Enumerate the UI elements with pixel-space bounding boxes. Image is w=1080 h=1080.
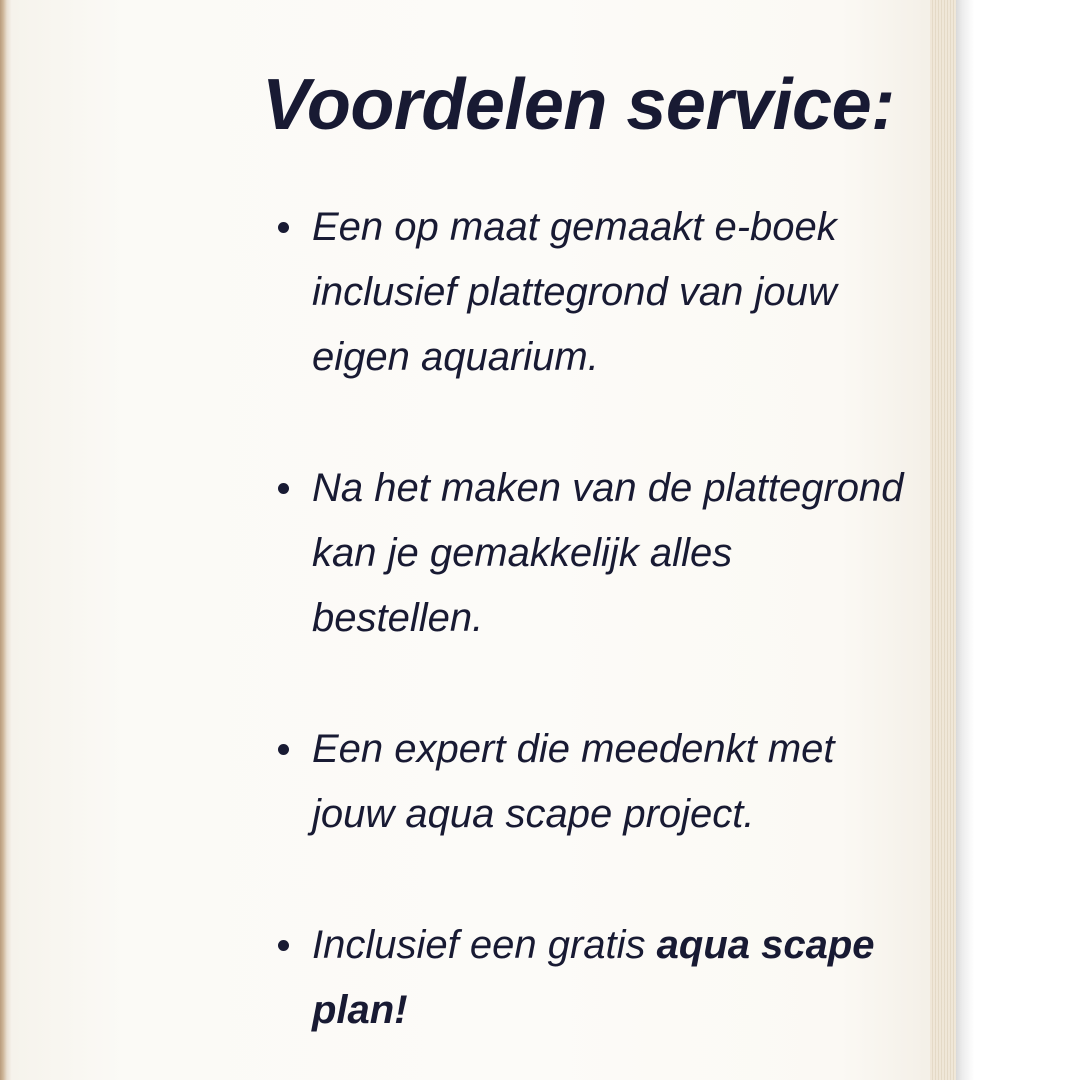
bullet-icon <box>278 222 289 233</box>
page-title: Voordelen service: <box>262 65 895 145</box>
list-item <box>270 913 910 1043</box>
bullet-icon <box>278 744 289 755</box>
benefit-text: Een op maat gemaakt e-boek inclusief plattegrond van jouw eigen aquarium. <box>312 205 837 379</box>
book-left-edge <box>0 0 12 1080</box>
benefits-list <box>270 195 910 1043</box>
bullet-icon <box>278 940 289 951</box>
list-item <box>270 195 910 390</box>
bullet-icon <box>278 483 289 494</box>
benefit-highlight: aqua scape plan! <box>312 923 875 1032</box>
benefit-text: Na het maken van de plattegrond kan je gemakkelijk alles bestellen. <box>312 466 904 640</box>
benefit-text: Inclusief een gratis <box>312 923 657 967</box>
list-item <box>270 717 910 847</box>
book-page-stack <box>930 0 956 1080</box>
list-item <box>270 456 910 651</box>
page-shadow <box>956 0 1080 1080</box>
benefit-text: Een expert die meedenkt met jouw aqua scape project. <box>312 727 835 836</box>
